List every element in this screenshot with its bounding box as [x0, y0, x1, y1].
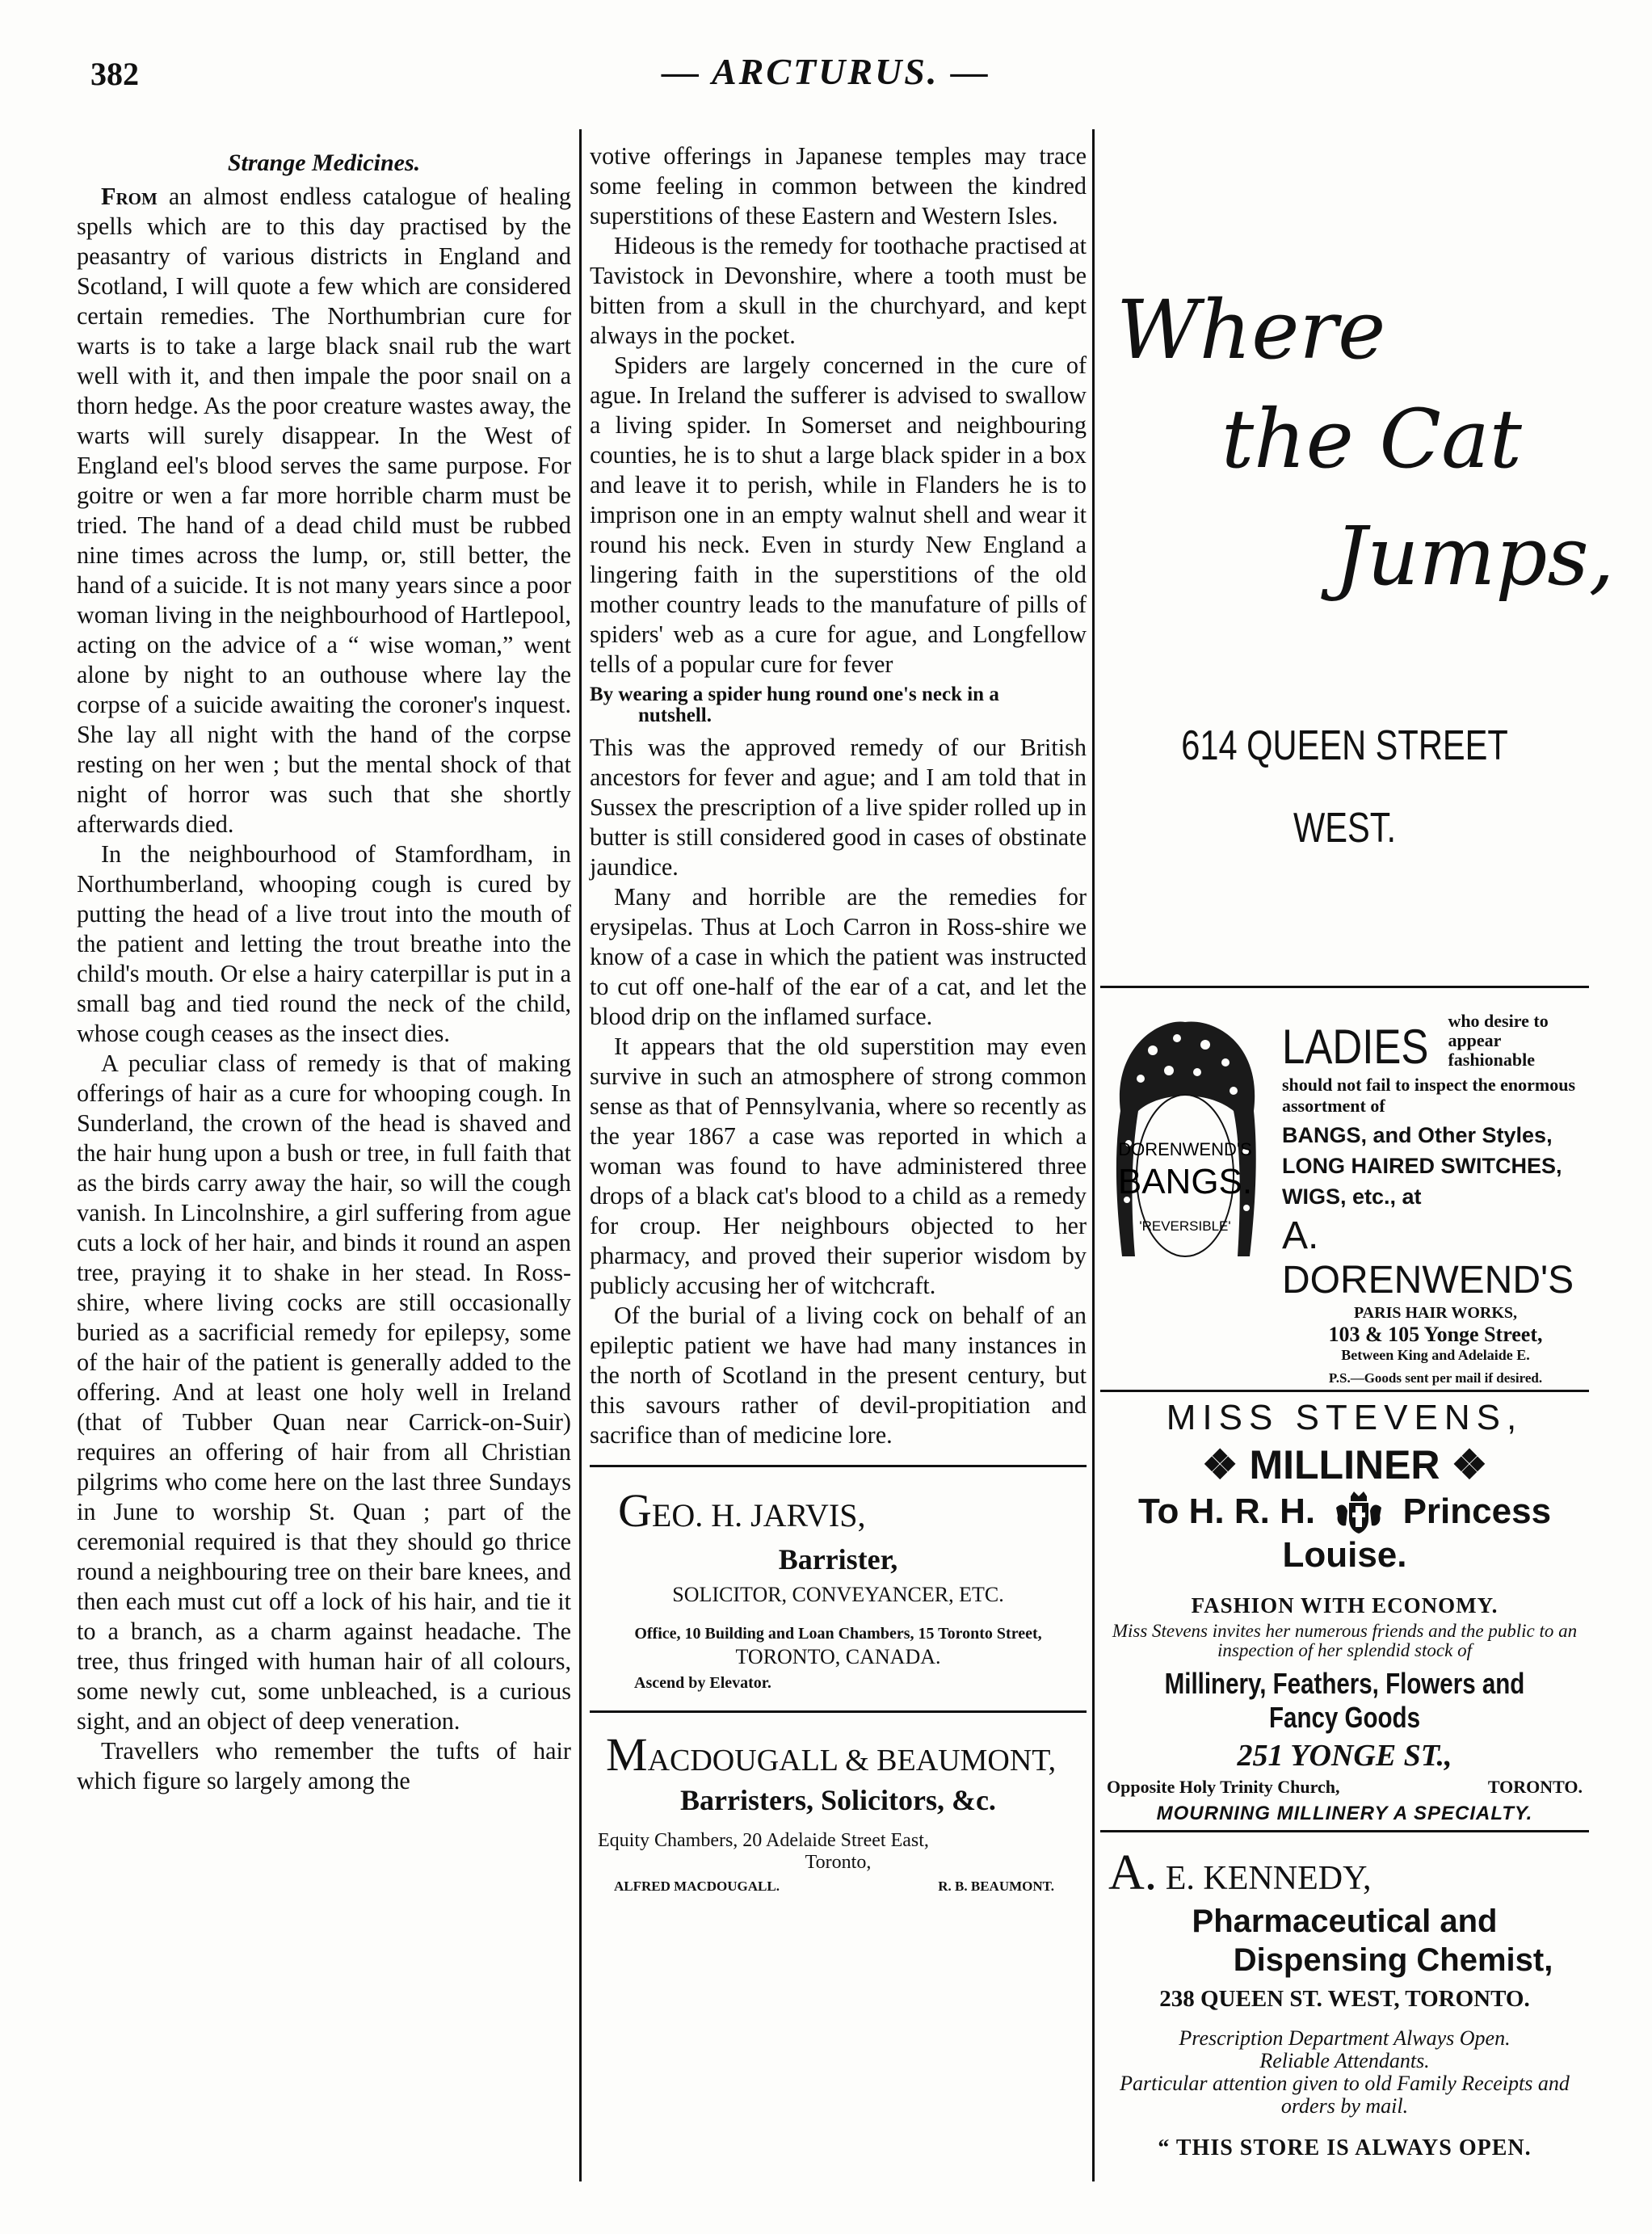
article-paragraph-4b: votive offerings in Japanese temples may trace some feeling in common between the kindred superstitions of these Eastern and Western Isles. [590, 142, 1087, 229]
divider [590, 1710, 1087, 1713]
jarvis-elevator: Ascend by Elevator. [634, 1674, 771, 1692]
stevens-invite: Miss Stevens invites her numerous friends and the public to an inspection of her splendid stock of [1112, 1621, 1578, 1661]
wig-label-1: DORENWEND'S [1118, 1139, 1252, 1159]
stevens-city: TORONTO. [1487, 1777, 1583, 1798]
macdougall-partners [590, 1874, 1087, 1895]
macdougall-address: Equity Chambers, 20 Adelaide Street East, [598, 1830, 929, 1851]
ornament-icon: ❖ [1440, 1442, 1488, 1487]
divider [590, 1465, 1087, 1467]
stevens-opposite: Opposite Holy Trinity Church, [1107, 1777, 1340, 1798]
article-paragraph-4a: Travellers who remember the tufts of hair which figure so largely among the [77, 1737, 571, 1794]
poem-quote [590, 684, 1087, 726]
article-column-1 [77, 141, 571, 1796]
article-paragraph-9: It appears that the old superstition may even survive in such an atmosphere of strong common sense as that of Pennsylvania, where so recently as the year 1867 a case was reported in which a woman was found to have administered three drops of a black cat's blood to a child as a remedy for croup. Her neighbours objected to her pharmacy, and proved their superior wisdom by publicly accusing her of witchcraft. [590, 1033, 1087, 1299]
kennedy-store: “ THIS STORE IS ALWAYS OPEN. [1158, 2135, 1532, 2160]
stevens-fashion: FASHION WITH ECONOMY. [1191, 1593, 1499, 1618]
dropcap-word: From [101, 183, 158, 210]
macdougall-city: Toronto, [805, 1852, 872, 1873]
jarvis-services: SOLICITOR, CONVEYANCER, ETC. [672, 1583, 1004, 1606]
article-paragraph-1-text: an almost endless catalogue of healing spells which are to this day practised by the peasantry of various districts in England and Scotland, I will quote a few which are considered certain remedies. The Northumbrian cure for warts is to take a large black snail rub the wart well with it, and then impale the poor snail on a thorn hedge. As the poor creature wastes away, the warts will surely disappear. In the West of England eel's blood serves the same purpose. For goitre or wen a far more horrible charm must be tried. The hand of a dead child must be rubbed nine times across the lump, or, still better, the hand of a suicide. It is not many years since a poor woman living in the neighbourhood of Hartlepool, acting on the advice of a “ wise woman,” went alone by night to an outhouse where lay the corpse of a suicide awaiting the coroner's inquest. She lay all night with the hand of the corpse resting on her wen ; but the mental shock of that night of horror was such that she shortly afterwards died. [77, 183, 571, 838]
divider [1100, 986, 1589, 988]
jarvis-advertisement [590, 1483, 1087, 1693]
macdougall-name-rest: ACDOUGALL & BEAUMONT, [647, 1744, 1057, 1778]
stevens-address: 251 YONGE ST., [1237, 1739, 1452, 1773]
dorenwend-text [1282, 1012, 1589, 1386]
kennedy-notice-3: Particular attention given to old Family Receipts and orders by mail. [1120, 2072, 1570, 2118]
wig-illustration [1104, 1014, 1266, 1321]
article-paragraph-6: Spiders are largely concerned in the cure of ague. In Ireland the sufferer is advised to swallow a living spider. In Somerset and neighbouring counties, he is to shut a large black spider in a box and leave it to perish, while in Flanders he is to imprison one in an empty walnut shell and wear it round his neck. Even in sturdy New England a lingering faith in the superstitions of the old mother country leads to the manufature of pills of spiders' web as a cure for ague, and Longfellow tells of a popular cure for fever [590, 351, 1087, 678]
wig-label-2: BANGS. [1117, 1162, 1253, 1201]
article-paragraph-2: In the neighbourhood of Stamfordham, in Northumberland, whooping cough is cured by putting the head of a live trout into the mouth of the patient and letting the trout breathe into the child's mouth. Or else a hairy caterpillar is put in a small bag and tied round the neck of the child, whose cough ceases as the insect dies. [77, 840, 571, 1047]
cat-ad-line-2: the Cat [1221, 392, 1522, 486]
article-paragraph-10: Of the burial of a living cock on behalf of an epileptic patient we have had many instances in the north of Scotland in the present century, but this savours rather of devil-propitiation and sacrifice than of medicine lore. [590, 1302, 1087, 1449]
stevens-milliner-label: MILLINER [1249, 1442, 1440, 1487]
dorenwend-works: PARIS HAIR WORKS, [1353, 1304, 1518, 1322]
partner-beaumont: R. B. BEAUMONT. [938, 1878, 1054, 1894]
ladies-item-list [1282, 1120, 1589, 1212]
kennedy-notice-2: Reliable Attendants. [1259, 2049, 1430, 2072]
cat-ad-address-2: WEST. [1293, 805, 1397, 852]
stevens-name: MISS STEVENS, [1166, 1398, 1524, 1437]
ladies-heading-rest: who desire to appear fashionable [1448, 1011, 1549, 1070]
article-paragraph-7: This was the approved remedy of our British ancestors for fever and ague; and I am told that in Sussex the prescription of a live spider rolled up in butter is still considered good in cases of obstinate jaundice. [590, 734, 1087, 881]
kennedy-title-2: Dispensing Chemist, [1233, 1942, 1553, 1978]
jarvis-name [590, 1483, 1087, 1538]
stevens-royal [1100, 1491, 1589, 1576]
article-paragraph-1 [77, 182, 571, 839]
ladies-item-2: LONG HAIRED SWITCHES, [1282, 1154, 1562, 1178]
article-title: Strange Medicines. [227, 149, 421, 176]
kennedy-name [1100, 1845, 1589, 1902]
macdougall-advertisement [590, 1727, 1087, 1895]
advertisement-column [1100, 141, 1615, 2210]
article-paragraph-5: Hideous is the remedy for toothache practised at Tavistock in Devonshire, where a tooth must be bitten from a skull in the churchyard, and kept always in the pocket. [590, 232, 1087, 349]
journal-title: — ARCTURUS. — [662, 51, 990, 92]
column-rule-left [579, 129, 582, 2181]
kennedy-name-rest: E. KENNEDY, [1165, 1860, 1372, 1897]
poem-line-2: nutshell. [638, 705, 713, 726]
stevens-mourning: MOURNING MILLINERY A SPECIALTY. [1156, 1803, 1533, 1825]
macdougall-name [590, 1727, 1087, 1782]
poem-line-1: By wearing a spider hung round one's neck in a [590, 684, 999, 705]
jarvis-role: Barrister, [778, 1543, 898, 1576]
stevens-location [1100, 1777, 1589, 1798]
wig-label-3: 'REVERSIBLE' [1139, 1218, 1231, 1234]
dorenwend-ps: P.S.—Goods sent per mail if desired. [1328, 1370, 1543, 1386]
macdougall-initial: M [606, 1728, 648, 1781]
kennedy-initial: A. [1108, 1845, 1158, 1900]
jarvis-initial: G [618, 1484, 652, 1537]
ladies-description: should not fail to inspect the enormous assortment of [1282, 1075, 1576, 1116]
dorenwend-address: 103 & 105 Yonge Street, [1328, 1323, 1543, 1346]
dorenwend-advertisement [1100, 1002, 1589, 1386]
cat-ad-line-1: Where [1116, 283, 1386, 377]
macdougall-role: Barristers, Solicitors, &c. [680, 1784, 996, 1816]
dorenwend-firm: A. DORENWEND'S [1282, 1214, 1574, 1302]
article-column-2 [590, 141, 1087, 1895]
royal-crest-icon [1333, 1491, 1385, 1535]
kennedy-address: 238 QUEEN ST. WEST, TORONTO. [1159, 1986, 1530, 2012]
royal-left: To H. R. H. [1137, 1491, 1316, 1531]
ladies-heading: LADIES [1282, 1020, 1429, 1074]
stevens-milliner [1100, 1441, 1589, 1488]
partner-macdougall: ALFRED MACDOUGALL. [614, 1878, 780, 1894]
kennedy-title-1: Pharmaceutical and [1192, 1904, 1498, 1939]
stevens-goods: Millinery, Feathers, Flowers and Fancy Goods [1164, 1667, 1525, 1735]
jarvis-office: Office, 10 Building and Loan Chambers, 15 Toronto Street, [634, 1625, 1042, 1643]
stevens-advertisement [1100, 1398, 1589, 1825]
page-number: 382 [90, 56, 139, 92]
kennedy-advertisement [1100, 1845, 1589, 2161]
royal-right: Princess Louise. [1282, 1491, 1552, 1576]
jarvis-city: TORONTO, CANADA. [735, 1645, 941, 1668]
article-paragraph-3: A peculiar class of remedy is that of making offerings of hair as a cure for whooping cough. In Sunderland, the crown of the head is shaved and the hair hung upon a bush or tree, in full faith that as the birds carry away the hair, so will the cough vanish. In Lincolnshire, a girl suffering from ague cuts a lock of her hair, and binds it round an aspen tree, praying it to shake in her stead. In Ross-shire, where living cocks are still occasionally buried as a sacrificial remedy for epilepsy, some of the hair of the patient is generally added to the offering. And at least one holy well in Ireland (that of Tubber Quan near Carrick-on-Suir) requires an offering of hair from all Christian pilgrims who come here on the last three Sundays in June to worship St. Quan ; part of the ceremonial required is that they should go thrice round a neighbouring tree on their bare knees, and then each must cut off a lock of his hair, and tie it to a branch, as a charm against headache. The tree, thus fringed with human hair of all colours, some newly cut, some unbleached, is a curious sight, and an object of deep veneration. [77, 1050, 571, 1735]
ornament-icon: ❖ [1201, 1442, 1250, 1487]
article-paragraph-8: Many and horrible are the remedies for erysipelas. Thus at Loch Carron in Ross-shire we know of a case in which the patient was instructed to cut off one-half of the ear of a cat, and let the blood drip on the inflamed surface. [590, 883, 1087, 1030]
kennedy-notice-1: Prescription Department Always Open. [1179, 2026, 1511, 2050]
cat-ad-line-3: Jumps, [1335, 509, 1615, 604]
cat-ad-address-1: 614 QUEEN STREET [1181, 722, 1508, 769]
kennedy-notices [1100, 2027, 1589, 2118]
ladies-item-3: WIGS, etc., at [1282, 1184, 1422, 1209]
jarvis-name-rest: EO. H. JARVIS, [651, 1497, 866, 1534]
divider [1100, 1390, 1589, 1392]
dorenwend-between: Between King and Adelaide E. [1341, 1347, 1530, 1363]
ladies-item-1: BANGS, and Other Styles, [1282, 1123, 1553, 1147]
divider [1100, 1830, 1589, 1832]
column-rule-right [1092, 129, 1095, 2181]
